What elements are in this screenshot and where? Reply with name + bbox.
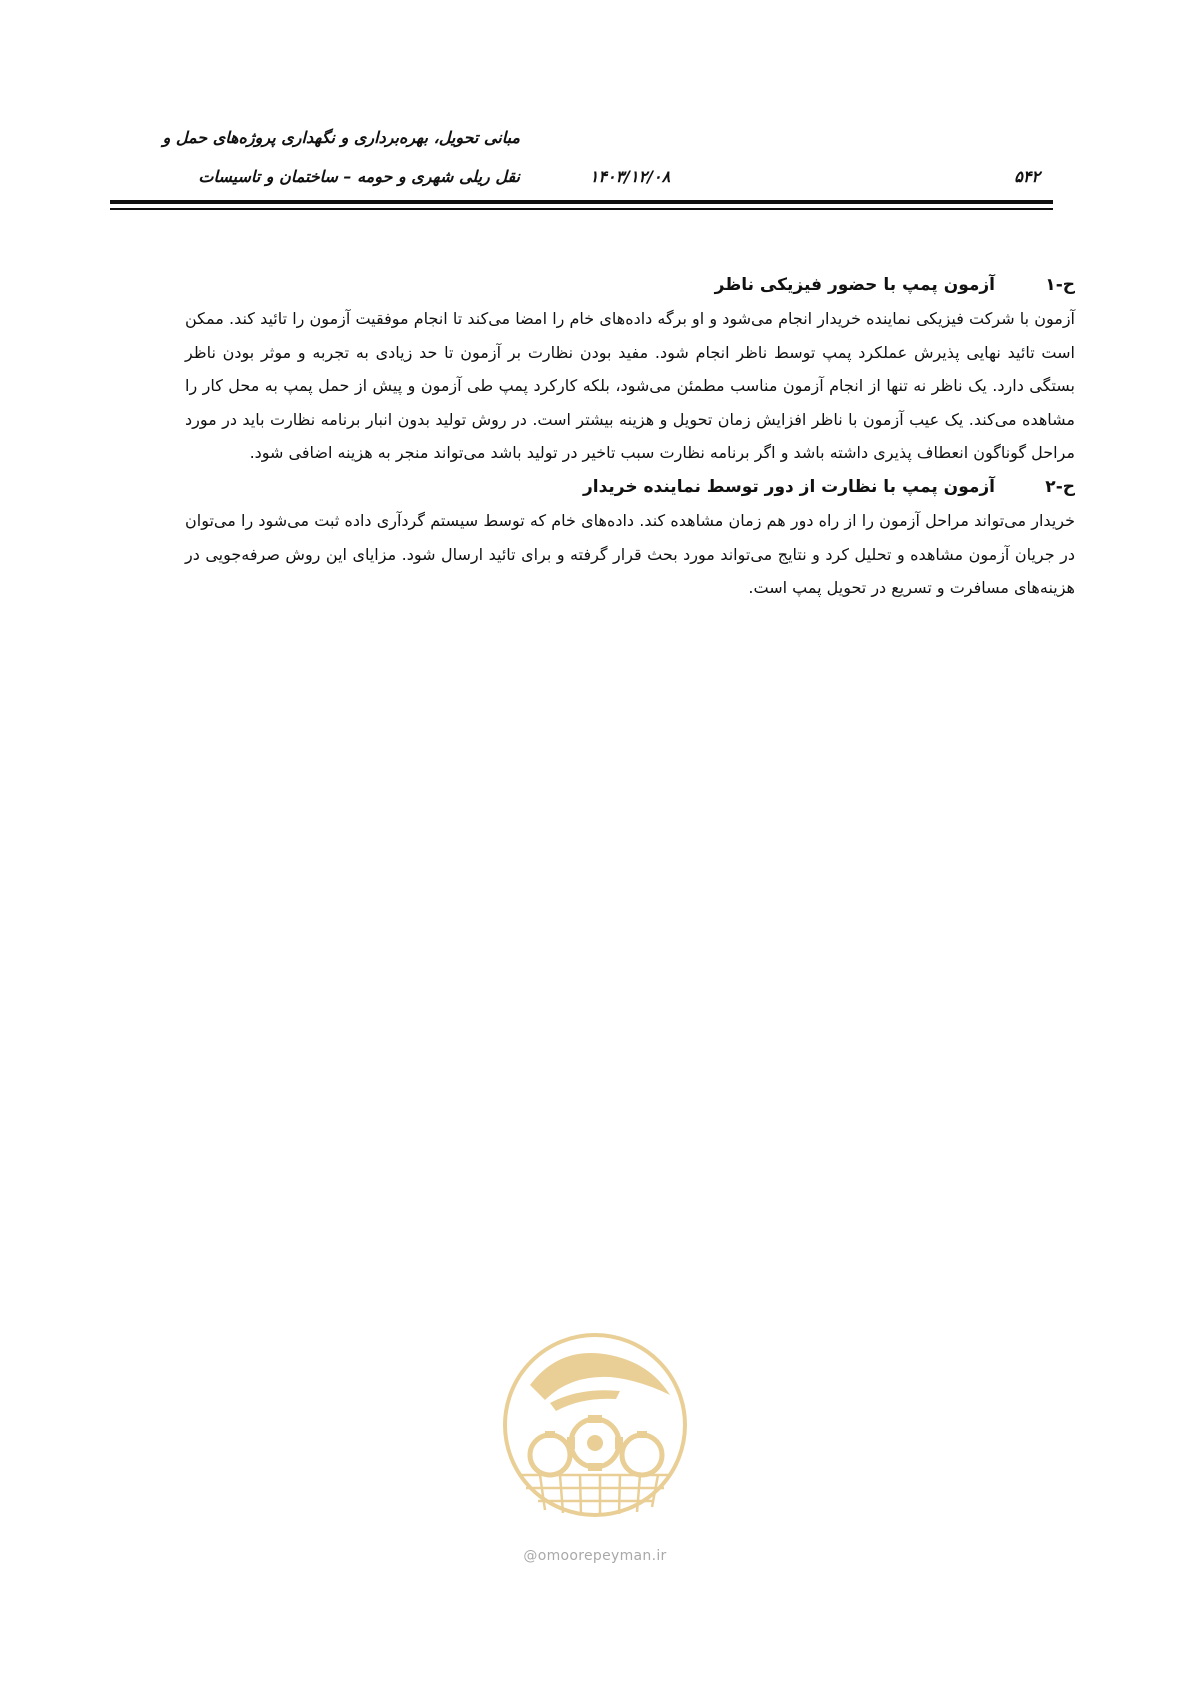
header-title-line-1: مبانی تحویل، بهره‌برداری و نگهداری پروژه‌های حمل و — [162, 128, 520, 147]
header-rule-thick — [110, 200, 1053, 204]
section-heading — [185, 268, 1075, 302]
section-paragraph: آزمون با شرکت فیزیکی نماینده خریدار انجام می‌شود و او برگه داده‌های خام را امضا می‌کند تا انجام موفقیت آزمون را تائید کند. ممکن است تائید نهایی پذیرش عملکرد پمپ توسط ناظر انجام شود. مفید بودن نظارت بر آزمون تا حد زیادی به تجربه و موثر بودن ناظر بستگی دارد. یک ناظر نه تنها از انجام آزمون مناسب مطمئن می‌شود، بلکه کارکرد پمپ طی آزمون و پیش از حمل پمپ به محل کار را مشاهده می‌کند. یک عیب آزمون با ناظر افزایش زمان تحویل و هزینه بیشتر است. در روش تولید بدون انبار برنامه نظارت باید در مورد مراحل گوناگون انعطاف پذیری داشته باشد و اگر برنامه نظارت سبب تاخیر در تولید باشد می‌تواند منجر به هزینه اضافی شود. — [185, 309, 1075, 463]
section-heading — [185, 470, 1075, 504]
page-number: ۵۴۲ — [1014, 167, 1040, 186]
header-title-line-2: نقل ریلی شهری و حومه – ساختمان و تاسیسات — [198, 167, 520, 186]
section-1 — [185, 268, 1075, 470]
section-paragraph: خریدار می‌تواند مراحل آزمون را از راه دور هم زمان مشاهده کند. داده‌های خام که توسط سیستم گردآری داده ثبت می‌شود را می‌توان در جریان آزمون مشاهده و تحلیل کرد و نتایج می‌تواند مورد بحث قرار گرفته و برای تائید ارسال شود. مزایای این روش صرفه‌جویی در هزینه‌های مسافرت و تسریع در تحویل پمپ است. — [185, 510, 1075, 598]
watermark-logo — [490, 1325, 700, 1525]
section-2 — [185, 470, 1075, 605]
section-title: آزمون پمپ با نظارت از دور توسط نماینده خریدار — [582, 476, 995, 497]
header-rule-thin — [110, 208, 1053, 210]
main-content — [185, 268, 1075, 605]
section-title: آزمون پمپ با حضور فیزیکی ناظر — [714, 275, 995, 295]
section-number: ح-۱ — [1045, 275, 1075, 295]
section-number: ح-۲ — [1045, 476, 1075, 497]
watermark-website: @omoorepeyman.ir — [523, 1548, 667, 1564]
header-date: ۱۴۰۳/۱۲/۰۸ — [589, 167, 671, 186]
